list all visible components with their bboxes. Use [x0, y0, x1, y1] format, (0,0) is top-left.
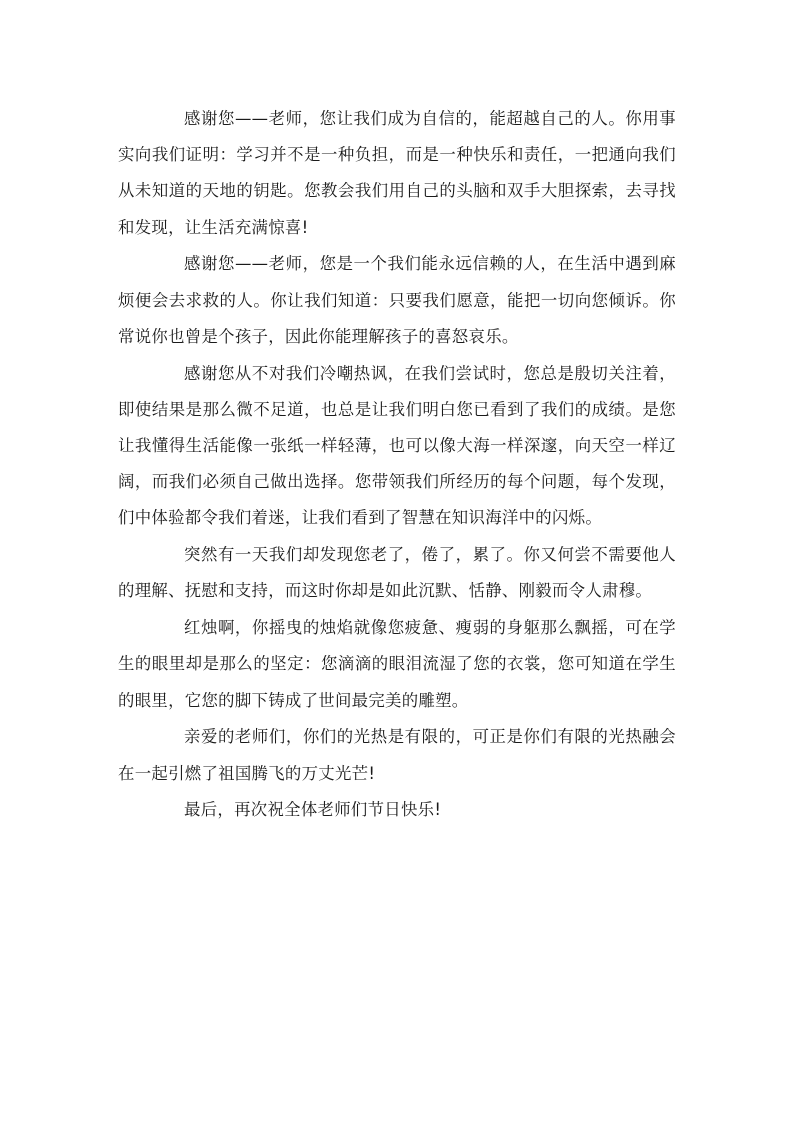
paragraph-2: 感谢您——老师，您是一个我们能永远信赖的人，在生活中遇到麻烦便会去求救的人。你让我们知道：只要我们愿意，能把一切向您倾诉。你常说你也曾是个孩子，因此你能理解孩子的喜怒哀乐。	[118, 254, 676, 346]
paragraph-3: 感谢您从不对我们冷嘲热讽，在我们尝试时，您总是殷切关注着，即使结果是那么微不足道，也总是让我们明白您已看到了我们的成绩。是您让我懂得生活能像一张纸一样轻薄，也可以像大海一样深邃，向天空一样辽阔，而我们必须自己做出选择。您带领我们所经历的每个问题，每个发现，们中体验都令我们着迷，让我们看到了智慧在知识海洋中的闪烁。	[118, 363, 676, 528]
paragraph-5: 红烛啊，你摇曳的烛焰就像您疲惫、瘦弱的身躯那么飘摇，可在学生的眼里却是那么的坚定：您滴滴的眼泪流湿了您的衣裳，您可知道在学生的眼里，它您的脚下铸成了世间最完美的雕塑。	[118, 618, 676, 710]
paragraph-7: 最后，再次祝全体老师们节日快乐!	[184, 800, 442, 820]
paragraph-1: 感谢您——老师，您让我们成为自信的，能超越自己的人。你用事实向我们证明：学习并不是一种负担，而是一种快乐和责任，一把通向我们从未知道的天地的钥匙。您教会我们用自己的头脑和双手大胆探索，去寻找和发现，让生活充满惊喜!	[118, 109, 676, 237]
paragraph-6: 亲爱的老师们，你们的光热是有限的，可正是你们有限的光热融会在一起引燃了祖国腾飞的万丈光芒!	[118, 727, 676, 783]
paragraph-4: 突然有一天我们却发现您老了，倦了，累了。你又何尝不需要他人的理解、抚慰和支持，而这时你却是如此沉默、恬静、刚毅而令人肃穆。	[118, 545, 676, 601]
document-body	[118, 101, 676, 829]
